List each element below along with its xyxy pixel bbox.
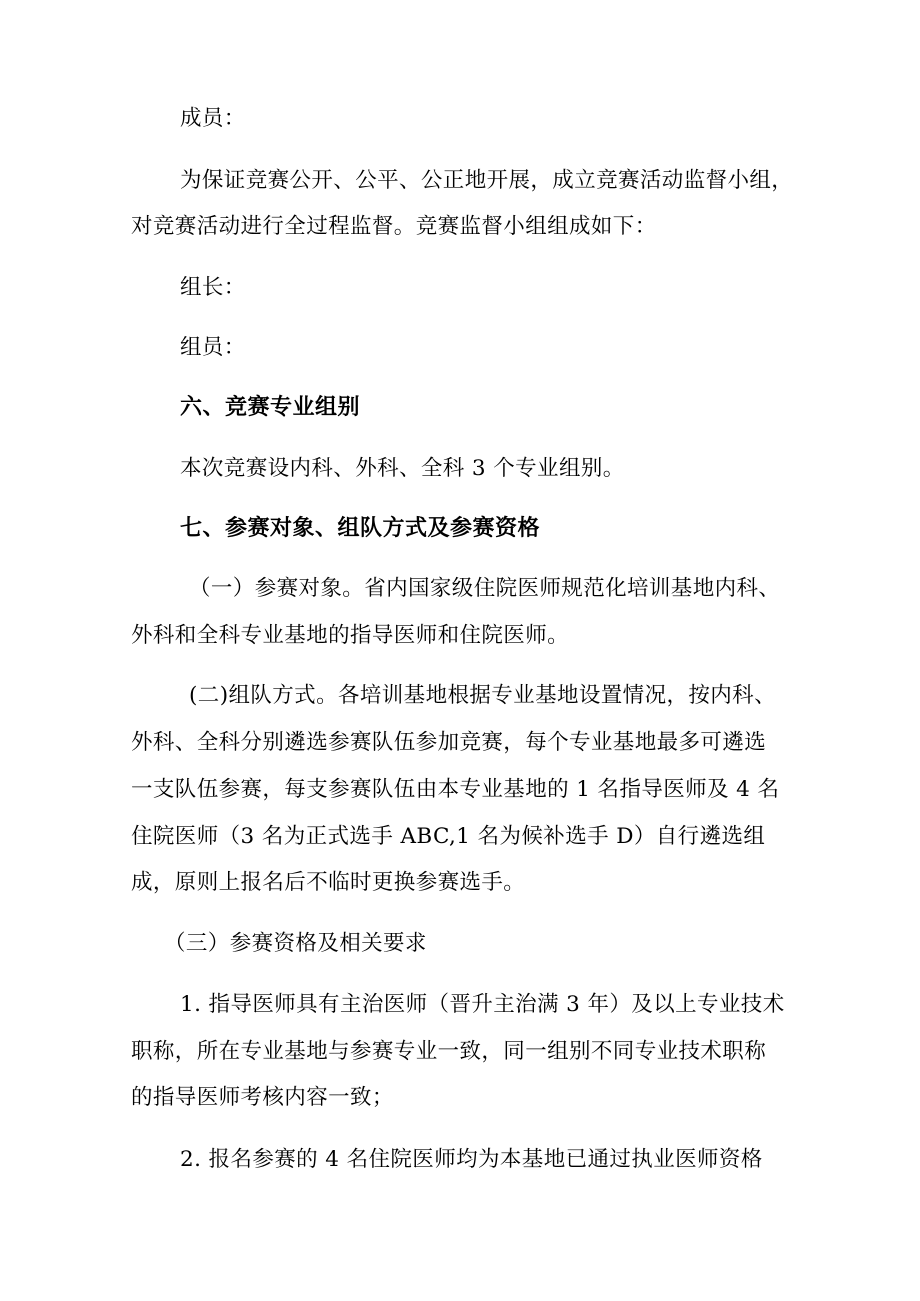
section-6-heading: 六、竞赛专业组别 [180,395,361,420]
paragraph-line: 一支队伍参赛，每支参赛队伍由本专业基地的 1 名指导医师及 4 名 [131,777,780,802]
paragraph-line: 2. 报名参赛的 4 名住院医师均为本基地已通过执业医师资格 [180,1147,763,1172]
paragraph-line: 外科和全科专业基地的指导医师和住院医师。 [131,623,570,648]
members-label: 成员： [180,106,246,131]
paragraph-line: (二)组队方式。各培训基地根据专业基地设置情况，按内科、 [189,683,776,708]
group-members-label: 组员： [180,335,246,360]
paragraph-line: 住院医师（3 名为正式选手 ABC,1 名为候补选手 D）自行遴选组 [131,824,766,849]
paragraph-line: （一）参赛对象。省内国家级住院医师规范化培训基地内科、 [189,576,781,601]
group-leader-label: 组长： [180,275,246,300]
paragraph-line: 外科、全科分别遴选参赛队伍参加竞赛，每个专业基地最多可遴选 [131,730,767,755]
paragraph-line: 1. 指导医师具有主治医师（晋升主治满 3 年）及以上专业技术 [180,992,785,1017]
paragraph-line: 职称，所在专业基地与参赛专业一致，同一组别不同专业技术职称 [131,1039,767,1064]
paragraph-line: 为保证竞赛公开、公平、公正地开展，成立竞赛活动监督小组， [180,168,794,193]
section-7-heading: 七、参赛对象、组队方式及参赛资格 [180,516,541,541]
paragraph-line: 对竞赛活动进行全过程监督。竞赛监督小组组成如下： [131,214,657,239]
section-6-body: 本次竞赛设内科、外科、全科 3 个专业组别。 [180,456,625,481]
eligibility-subheading: （三）参赛资格及相关要求 [164,931,427,956]
paragraph-line: 成，原则上报名后不临时更换参赛选手。 [131,870,526,895]
paragraph-line: 的指导医师考核内容一致； [131,1085,394,1110]
